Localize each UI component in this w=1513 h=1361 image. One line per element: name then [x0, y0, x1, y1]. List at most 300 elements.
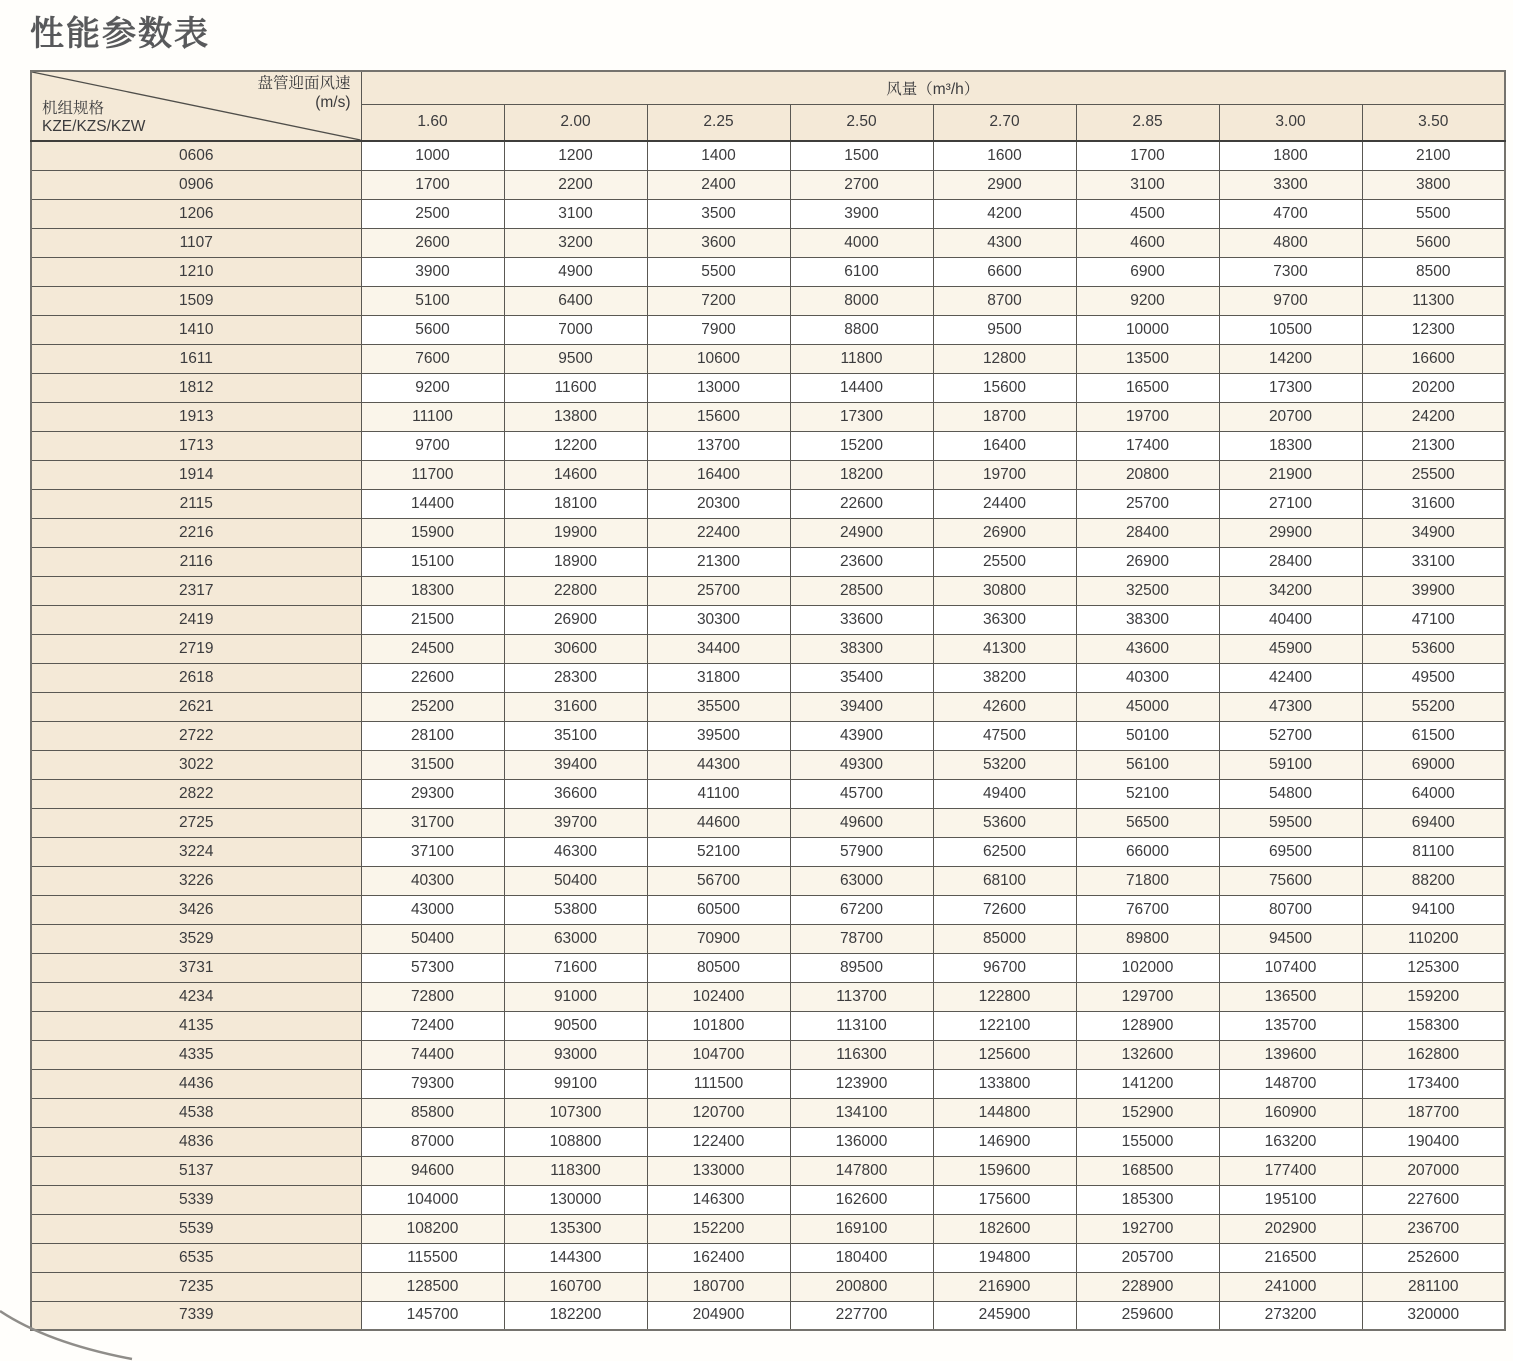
- airflow-value-cell: 245900: [933, 1301, 1076, 1330]
- airflow-value-cell: 24900: [790, 518, 933, 547]
- model-cell: 2618: [31, 663, 361, 692]
- velocity-column-header: 2.00: [504, 104, 647, 141]
- model-cell: 3426: [31, 895, 361, 924]
- airflow-value-cell: 136000: [790, 1127, 933, 1156]
- airflow-value-cell: 1000: [361, 141, 504, 170]
- airflow-value-cell: 28400: [1076, 518, 1219, 547]
- page-title: 性能参数表: [30, 15, 210, 53]
- airflow-value-cell: 180400: [790, 1243, 933, 1272]
- airflow-value-cell: 43900: [790, 721, 933, 750]
- airflow-value-cell: 18300: [1219, 431, 1362, 460]
- model-cell: 4135: [31, 1011, 361, 1040]
- airflow-value-cell: 75600: [1219, 866, 1362, 895]
- airflow-value-cell: 144800: [933, 1098, 1076, 1127]
- model-cell: 2419: [31, 605, 361, 634]
- velocity-column-header: 2.50: [790, 104, 933, 141]
- airflow-value-cell: 52100: [1076, 779, 1219, 808]
- airflow-value-cell: 38300: [790, 634, 933, 663]
- airflow-value-cell: 21500: [361, 605, 504, 634]
- airflow-value-cell: 50400: [361, 924, 504, 953]
- airflow-value-cell: 36600: [504, 779, 647, 808]
- model-cell: 2719: [31, 634, 361, 663]
- table-row: [31, 924, 1505, 953]
- table-row: [31, 489, 1505, 518]
- airflow-value-cell: 18300: [361, 576, 504, 605]
- airflow-value-cell: 91000: [504, 982, 647, 1011]
- airflow-value-cell: 9700: [361, 431, 504, 460]
- airflow-value-cell: 16500: [1076, 373, 1219, 402]
- airflow-value-cell: 16600: [1362, 344, 1505, 373]
- airflow-value-cell: 7300: [1219, 257, 1362, 286]
- airflow-value-cell: 195100: [1219, 1185, 1362, 1214]
- airflow-value-cell: 22400: [647, 518, 790, 547]
- airflow-value-cell: 69000: [1362, 750, 1505, 779]
- velocity-column-header: 1.60: [361, 104, 504, 141]
- airflow-value-cell: 61500: [1362, 721, 1505, 750]
- airflow-value-cell: 1700: [1076, 141, 1219, 170]
- airflow-value-cell: 74400: [361, 1040, 504, 1069]
- model-cell: 1913: [31, 402, 361, 431]
- airflow-value-cell: 39400: [790, 692, 933, 721]
- airflow-value-cell: 71600: [504, 953, 647, 982]
- airflow-value-cell: 102000: [1076, 953, 1219, 982]
- airflow-value-cell: 14400: [361, 489, 504, 518]
- model-cell: 3224: [31, 837, 361, 866]
- airflow-value-cell: 3500: [647, 199, 790, 228]
- airflow-value-cell: 28400: [1219, 547, 1362, 576]
- airflow-value-cell: 30800: [933, 576, 1076, 605]
- model-cell: 1611: [31, 344, 361, 373]
- airflow-value-cell: 72600: [933, 895, 1076, 924]
- airflow-value-cell: 31800: [647, 663, 790, 692]
- airflow-value-cell: 7200: [647, 286, 790, 315]
- model-cell: 0606: [31, 141, 361, 170]
- airflow-value-cell: 144300: [504, 1243, 647, 1272]
- airflow-value-cell: 57300: [361, 953, 504, 982]
- airflow-value-cell: 14600: [504, 460, 647, 489]
- airflow-value-cell: 107300: [504, 1098, 647, 1127]
- airflow-value-cell: 53200: [933, 750, 1076, 779]
- airflow-value-cell: 192700: [1076, 1214, 1219, 1243]
- airflow-value-cell: 146300: [647, 1185, 790, 1214]
- airflow-value-cell: 187700: [1362, 1098, 1505, 1127]
- model-cell: 4436: [31, 1069, 361, 1098]
- airflow-value-cell: 20300: [647, 489, 790, 518]
- airflow-value-cell: 44600: [647, 808, 790, 837]
- airflow-value-cell: 40300: [361, 866, 504, 895]
- airflow-value-cell: 9200: [1076, 286, 1219, 315]
- airflow-value-cell: 216900: [933, 1272, 1076, 1301]
- airflow-value-cell: 33100: [1362, 547, 1505, 576]
- airflow-value-cell: 160700: [504, 1272, 647, 1301]
- airflow-value-cell: 175600: [933, 1185, 1076, 1214]
- airflow-value-cell: 46300: [504, 837, 647, 866]
- page-corner-arc-decoration: [0, 1293, 135, 1361]
- airflow-value-cell: 33600: [790, 605, 933, 634]
- model-cell: 7339: [31, 1301, 361, 1330]
- airflow-value-cell: 320000: [1362, 1301, 1505, 1330]
- airflow-value-cell: 2200: [504, 170, 647, 199]
- airflow-value-cell: 15900: [361, 518, 504, 547]
- airflow-value-cell: 25500: [1362, 460, 1505, 489]
- table-row: [31, 1127, 1505, 1156]
- airflow-value-cell: 1500: [790, 141, 933, 170]
- airflow-value-cell: 47100: [1362, 605, 1505, 634]
- airflow-value-cell: 118300: [504, 1156, 647, 1185]
- airflow-value-cell: 10500: [1219, 315, 1362, 344]
- airflow-value-cell: 52700: [1219, 721, 1362, 750]
- airflow-value-cell: 7600: [361, 344, 504, 373]
- airflow-value-cell: 2100: [1362, 141, 1505, 170]
- table-row: [31, 721, 1505, 750]
- table-row: [31, 402, 1505, 431]
- airflow-value-cell: 35500: [647, 692, 790, 721]
- model-cell: 7235: [31, 1272, 361, 1301]
- airflow-value-cell: 18100: [504, 489, 647, 518]
- airflow-value-cell: 113700: [790, 982, 933, 1011]
- airflow-value-cell: 129700: [1076, 982, 1219, 1011]
- airflow-value-cell: 94600: [361, 1156, 504, 1185]
- airflow-value-cell: 49300: [790, 750, 933, 779]
- airflow-value-cell: 122800: [933, 982, 1076, 1011]
- airflow-value-cell: 35100: [504, 721, 647, 750]
- airflow-value-cell: 24500: [361, 634, 504, 663]
- model-cell: 0906: [31, 170, 361, 199]
- airflow-value-cell: 122400: [647, 1127, 790, 1156]
- airflow-value-cell: 2500: [361, 199, 504, 228]
- airflow-value-cell: 11800: [790, 344, 933, 373]
- airflow-value-cell: 152200: [647, 1214, 790, 1243]
- airflow-value-cell: 168500: [1076, 1156, 1219, 1185]
- airflow-value-cell: 7900: [647, 315, 790, 344]
- airflow-value-cell: 44300: [647, 750, 790, 779]
- table-row: [31, 576, 1505, 605]
- airflow-value-cell: 11100: [361, 402, 504, 431]
- airflow-value-cell: 14200: [1219, 344, 1362, 373]
- airflow-value-cell: 45900: [1219, 634, 1362, 663]
- airflow-value-cell: 8800: [790, 315, 933, 344]
- airflow-value-cell: 80500: [647, 953, 790, 982]
- table-row: [31, 750, 1505, 779]
- airflow-value-cell: 50400: [504, 866, 647, 895]
- airflow-value-cell: 39700: [504, 808, 647, 837]
- model-cell: 2115: [31, 489, 361, 518]
- airflow-value-cell: 216500: [1219, 1243, 1362, 1272]
- airflow-value-cell: 6600: [933, 257, 1076, 286]
- airflow-value-cell: 130000: [504, 1185, 647, 1214]
- airflow-value-cell: 19700: [933, 460, 1076, 489]
- model-cell: 2317: [31, 576, 361, 605]
- airflow-value-cell: 45700: [790, 779, 933, 808]
- airflow-value-cell: 15600: [933, 373, 1076, 402]
- airflow-value-cell: 9500: [933, 315, 1076, 344]
- airflow-value-cell: 59100: [1219, 750, 1362, 779]
- airflow-value-cell: 273200: [1219, 1301, 1362, 1330]
- table-row: [31, 1272, 1505, 1301]
- table-row: [31, 1098, 1505, 1127]
- airflow-value-cell: 202900: [1219, 1214, 1362, 1243]
- airflow-value-cell: 28300: [504, 663, 647, 692]
- model-cell: 2116: [31, 547, 361, 576]
- airflow-value-cell: 162400: [647, 1243, 790, 1272]
- table-row: [31, 373, 1505, 402]
- table-row: [31, 953, 1505, 982]
- table-row: [31, 460, 1505, 489]
- airflow-value-cell: 1700: [361, 170, 504, 199]
- airflow-value-cell: 125300: [1362, 953, 1505, 982]
- model-cell: 1812: [31, 373, 361, 402]
- airflow-value-cell: 125600: [933, 1040, 1076, 1069]
- airflow-value-cell: 3900: [361, 257, 504, 286]
- airflow-value-cell: 22800: [504, 576, 647, 605]
- airflow-value-cell: 163200: [1219, 1127, 1362, 1156]
- table-row: [31, 837, 1505, 866]
- model-cell: 2621: [31, 692, 361, 721]
- model-cell: 1107: [31, 228, 361, 257]
- airflow-value-cell: 21300: [647, 547, 790, 576]
- airflow-value-cell: 31600: [504, 692, 647, 721]
- airflow-value-cell: 25700: [647, 576, 790, 605]
- model-cell: 2822: [31, 779, 361, 808]
- table-row: [31, 141, 1505, 170]
- airflow-value-cell: 128900: [1076, 1011, 1219, 1040]
- airflow-value-cell: 24200: [1362, 402, 1505, 431]
- airflow-value-cell: 9500: [504, 344, 647, 373]
- airflow-value-cell: 39900: [1362, 576, 1505, 605]
- airflow-value-cell: 4800: [1219, 228, 1362, 257]
- model-cell: 3226: [31, 866, 361, 895]
- airflow-value-cell: 31600: [1362, 489, 1505, 518]
- model-cell: 5539: [31, 1214, 361, 1243]
- airflow-value-cell: 12200: [504, 431, 647, 460]
- airflow-value-cell: 190400: [1362, 1127, 1505, 1156]
- velocity-column-header: 2.85: [1076, 104, 1219, 141]
- airflow-value-cell: 43000: [361, 895, 504, 924]
- airflow-value-cell: 12300: [1362, 315, 1505, 344]
- airflow-value-cell: 10600: [647, 344, 790, 373]
- airflow-value-cell: 79300: [361, 1069, 504, 1098]
- airflow-value-cell: 4900: [504, 257, 647, 286]
- airflow-value-cell: 72800: [361, 982, 504, 1011]
- air-volume-header: 风量（m³/h）: [361, 71, 1505, 104]
- airflow-value-cell: 69500: [1219, 837, 1362, 866]
- airflow-value-cell: 72400: [361, 1011, 504, 1040]
- airflow-value-cell: 159600: [933, 1156, 1076, 1185]
- airflow-value-cell: 18700: [933, 402, 1076, 431]
- airflow-value-cell: 87000: [361, 1127, 504, 1156]
- airflow-value-cell: 39400: [504, 750, 647, 779]
- airflow-value-cell: 25700: [1076, 489, 1219, 518]
- airflow-value-cell: 20700: [1219, 402, 1362, 431]
- airflow-value-cell: 40400: [1219, 605, 1362, 634]
- airflow-value-cell: 26900: [933, 518, 1076, 547]
- airflow-value-cell: 241000: [1219, 1272, 1362, 1301]
- model-cell: 1410: [31, 315, 361, 344]
- model-cell: 3022: [31, 750, 361, 779]
- airflow-value-cell: 28500: [790, 576, 933, 605]
- airflow-value-cell: 3100: [1076, 170, 1219, 199]
- airflow-value-cell: 3600: [647, 228, 790, 257]
- airflow-value-cell: 53600: [1362, 634, 1505, 663]
- table-row: [31, 344, 1505, 373]
- airflow-value-cell: 7000: [504, 315, 647, 344]
- table-row: [31, 518, 1505, 547]
- airflow-value-cell: 30600: [504, 634, 647, 663]
- airflow-value-cell: 207000: [1362, 1156, 1505, 1185]
- airflow-value-cell: 17300: [790, 402, 933, 431]
- velocity-column-header: 2.70: [933, 104, 1076, 141]
- airflow-value-cell: 139600: [1219, 1040, 1362, 1069]
- airflow-value-cell: 15200: [790, 431, 933, 460]
- airflow-value-cell: 49500: [1362, 663, 1505, 692]
- airflow-value-cell: 205700: [1076, 1243, 1219, 1272]
- table-row: [31, 808, 1505, 837]
- airflow-value-cell: 135700: [1219, 1011, 1362, 1040]
- airflow-value-cell: 236700: [1362, 1214, 1505, 1243]
- velocity-column-header: 3.50: [1362, 104, 1505, 141]
- airflow-value-cell: 155000: [1076, 1127, 1219, 1156]
- airflow-value-cell: 13700: [647, 431, 790, 460]
- airflow-value-cell: 30300: [647, 605, 790, 634]
- airflow-value-cell: 2900: [933, 170, 1076, 199]
- airflow-value-cell: 2700: [790, 170, 933, 199]
- airflow-value-cell: 4700: [1219, 199, 1362, 228]
- airflow-value-cell: 13500: [1076, 344, 1219, 373]
- airflow-value-cell: 32500: [1076, 576, 1219, 605]
- airflow-value-cell: 26900: [1076, 547, 1219, 576]
- airflow-value-cell: 60500: [647, 895, 790, 924]
- airflow-value-cell: 96700: [933, 953, 1076, 982]
- airflow-value-cell: 41100: [647, 779, 790, 808]
- airflow-value-cell: 69400: [1362, 808, 1505, 837]
- airflow-value-cell: 38200: [933, 663, 1076, 692]
- airflow-value-cell: 76700: [1076, 895, 1219, 924]
- airflow-value-cell: 132600: [1076, 1040, 1219, 1069]
- model-cell: 1914: [31, 460, 361, 489]
- airflow-value-cell: 27100: [1219, 489, 1362, 518]
- model-cell: 3529: [31, 924, 361, 953]
- airflow-value-cell: 200800: [790, 1272, 933, 1301]
- airflow-value-cell: 115500: [361, 1243, 504, 1272]
- airflow-value-cell: 134100: [790, 1098, 933, 1127]
- table-row: [31, 228, 1505, 257]
- airflow-value-cell: 80700: [1219, 895, 1362, 924]
- airflow-value-cell: 8500: [1362, 257, 1505, 286]
- table-row: [31, 1040, 1505, 1069]
- model-cell: 2216: [31, 518, 361, 547]
- airflow-value-cell: 56700: [647, 866, 790, 895]
- airflow-value-cell: 108800: [504, 1127, 647, 1156]
- table-row: [31, 779, 1505, 808]
- airflow-value-cell: 35400: [790, 663, 933, 692]
- airflow-value-cell: 107400: [1219, 953, 1362, 982]
- airflow-value-cell: 43600: [1076, 634, 1219, 663]
- airflow-value-cell: 3900: [790, 199, 933, 228]
- airflow-value-cell: 162600: [790, 1185, 933, 1214]
- table-row: [31, 982, 1505, 1011]
- airflow-value-cell: 2600: [361, 228, 504, 257]
- airflow-value-cell: 259600: [1076, 1301, 1219, 1330]
- airflow-value-cell: 52100: [647, 837, 790, 866]
- model-cell: 3731: [31, 953, 361, 982]
- airflow-value-cell: 11700: [361, 460, 504, 489]
- airflow-value-cell: 1200: [504, 141, 647, 170]
- airflow-value-cell: 135300: [504, 1214, 647, 1243]
- airflow-value-cell: 9200: [361, 373, 504, 402]
- airflow-value-cell: 3800: [1362, 170, 1505, 199]
- velocity-column-header: 3.00: [1219, 104, 1362, 141]
- airflow-value-cell: 12800: [933, 344, 1076, 373]
- table-row: [31, 1301, 1505, 1330]
- model-cell: 5339: [31, 1185, 361, 1214]
- airflow-value-cell: 31700: [361, 808, 504, 837]
- airflow-value-cell: 89500: [790, 953, 933, 982]
- airflow-value-cell: 16400: [647, 460, 790, 489]
- airflow-value-cell: 34400: [647, 634, 790, 663]
- airflow-value-cell: 177400: [1219, 1156, 1362, 1185]
- airflow-value-cell: 38300: [1076, 605, 1219, 634]
- airflow-value-cell: 110200: [1362, 924, 1505, 953]
- table-row: [31, 547, 1505, 576]
- airflow-value-cell: 94500: [1219, 924, 1362, 953]
- airflow-value-cell: 20200: [1362, 373, 1505, 402]
- table-row: [31, 1243, 1505, 1272]
- model-cell: 1206: [31, 199, 361, 228]
- airflow-value-cell: 3300: [1219, 170, 1362, 199]
- airflow-value-cell: 5500: [1362, 199, 1505, 228]
- airflow-value-cell: 66000: [1076, 837, 1219, 866]
- airflow-value-cell: 81100: [1362, 837, 1505, 866]
- model-cell: 4538: [31, 1098, 361, 1127]
- airflow-value-cell: 9700: [1219, 286, 1362, 315]
- airflow-value-cell: 53800: [504, 895, 647, 924]
- airflow-value-cell: 104700: [647, 1040, 790, 1069]
- airflow-value-cell: 227600: [1362, 1185, 1505, 1214]
- airflow-value-cell: 34200: [1219, 576, 1362, 605]
- airflow-value-cell: 16400: [933, 431, 1076, 460]
- airflow-value-cell: 90500: [504, 1011, 647, 1040]
- model-cell: 2725: [31, 808, 361, 837]
- airflow-value-cell: 1600: [933, 141, 1076, 170]
- airflow-value-cell: 169100: [790, 1214, 933, 1243]
- airflow-value-cell: 182600: [933, 1214, 1076, 1243]
- airflow-value-cell: 22600: [790, 489, 933, 518]
- table-row: [31, 431, 1505, 460]
- airflow-value-cell: 13800: [504, 402, 647, 431]
- airflow-value-cell: 173400: [1362, 1069, 1505, 1098]
- airflow-value-cell: 26900: [504, 605, 647, 634]
- model-cell: 1210: [31, 257, 361, 286]
- airflow-value-cell: 159200: [1362, 982, 1505, 1011]
- airflow-value-cell: 11600: [504, 373, 647, 402]
- airflow-value-cell: 18900: [504, 547, 647, 576]
- airflow-value-cell: 63000: [504, 924, 647, 953]
- airflow-value-cell: 13000: [647, 373, 790, 402]
- airflow-value-cell: 152900: [1076, 1098, 1219, 1127]
- airflow-value-cell: 145700: [361, 1301, 504, 1330]
- airflow-value-cell: 102400: [647, 982, 790, 1011]
- model-cell: 6535: [31, 1243, 361, 1272]
- airflow-value-cell: 62500: [933, 837, 1076, 866]
- airflow-value-cell: 5500: [647, 257, 790, 286]
- airflow-value-cell: 53600: [933, 808, 1076, 837]
- airflow-value-cell: 228900: [1076, 1272, 1219, 1301]
- table-row: [31, 663, 1505, 692]
- airflow-value-cell: 93000: [504, 1040, 647, 1069]
- airflow-value-cell: 56100: [1076, 750, 1219, 779]
- airflow-value-cell: 160900: [1219, 1098, 1362, 1127]
- airflow-value-cell: 54800: [1219, 779, 1362, 808]
